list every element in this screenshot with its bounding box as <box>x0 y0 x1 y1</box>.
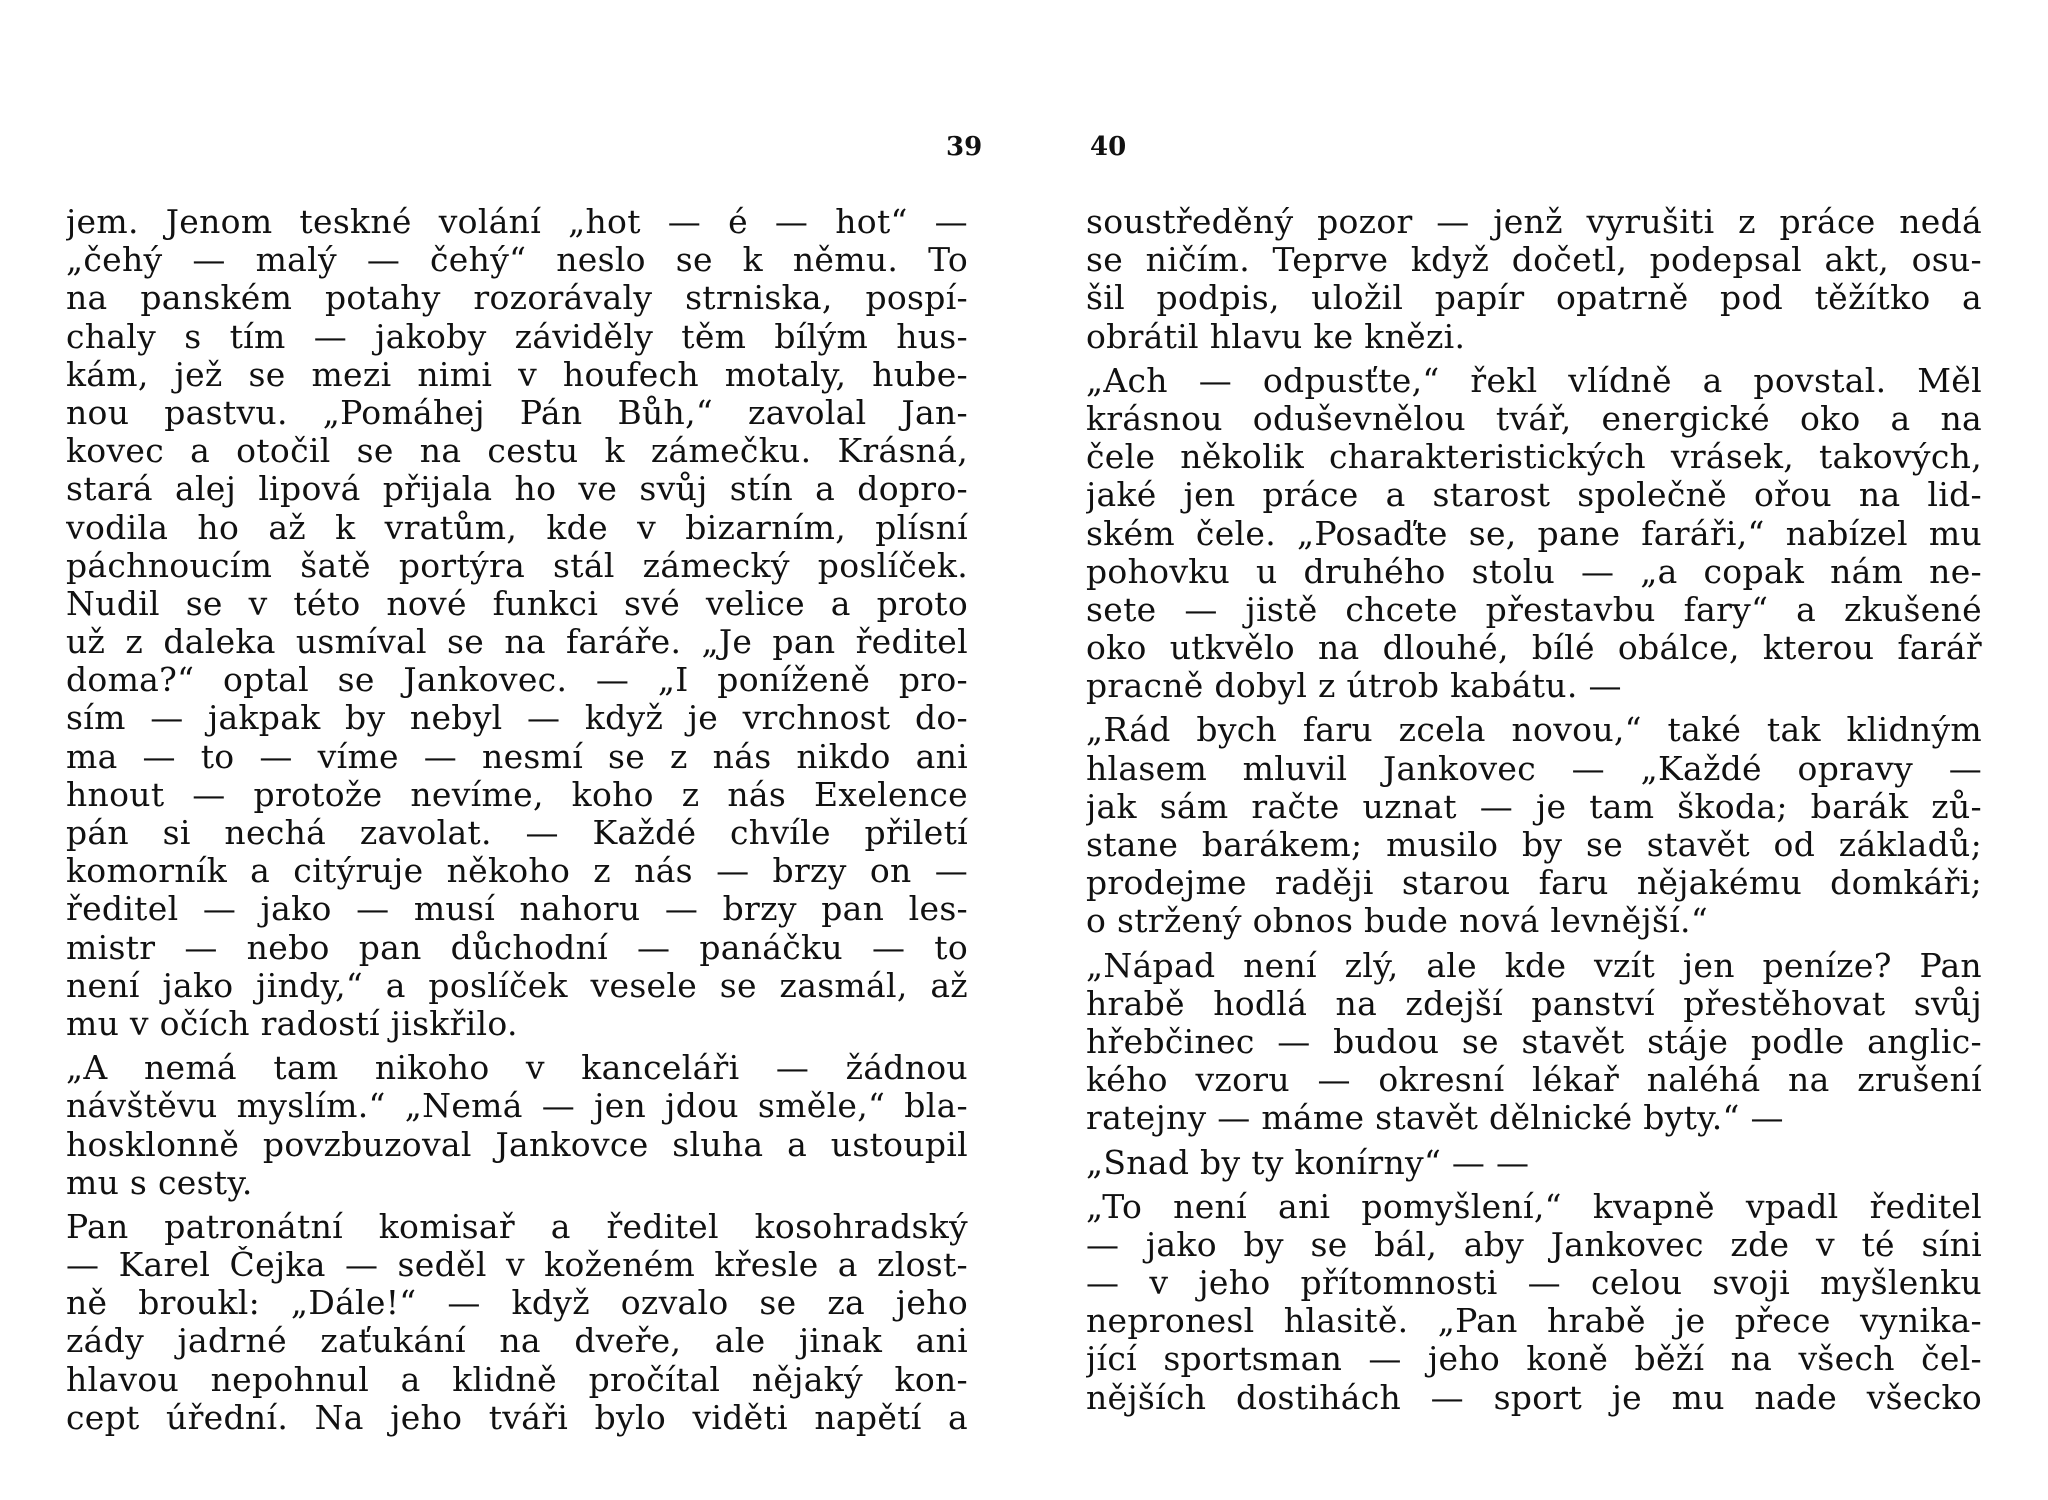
text-line: ratejny — máme stavět dělnické byty.“ — <box>1086 1099 1784 1138</box>
text-line: kám, jež se mezi nimi v houfech motaly, hube- <box>66 355 968 394</box>
text-line: kého vzoru — okresní lékař naléhá na zrušení <box>1086 1061 1982 1100</box>
text-line: hlasem mluvil Jankovec — „Každé opravy — <box>1086 749 1982 788</box>
text-line: komorník a citýruje někoho z nás — brzy on — <box>66 852 968 891</box>
text-line: „Ach — odpusťte,“ řekl vlídně a povstal. Měl <box>1086 361 1982 400</box>
left-page <box>0 0 1010 1500</box>
text-line: hlavou nepohnul a klidně pročítal nějaký kon- <box>66 1360 968 1399</box>
text-line: jak sám račte uznat — je tam škoda; barák zů- <box>1086 787 1982 826</box>
text-line: o stržený obnos bude nová levnější.“ <box>1086 902 1709 941</box>
page-text <box>1086 203 1982 1417</box>
text-line: jem. Jenom teskné volání „hot — é — hot“ — <box>66 203 968 241</box>
text-line: pracně dobyl z útrob kabátu. — <box>1086 667 1622 706</box>
text-line: jaké jen práce a starost společně ořou na lid- <box>1086 476 1982 515</box>
text-line: — jako by se bál, aby Jankovec zde v té síni <box>1086 1225 1982 1264</box>
text-line: se ničím. Teprve když dočetl, podepsal akt, osu- <box>1086 241 1982 280</box>
text-line: na panském potahy rozorávaly strniska, pospí- <box>66 279 968 318</box>
text-line: hnout — protože nevíme, koho z nás Exelence <box>66 775 968 814</box>
text-line: Pan patronátní komisař a ředitel kosohradský <box>66 1207 968 1246</box>
text-line: čele několik charakteristických vrásek, takových, <box>1086 438 1982 477</box>
text-line: prodejme raději starou faru nějakému domkáři; <box>1086 864 1982 903</box>
text-line: doma?“ optal se Jankovec. — „I poníženě pro- <box>66 661 968 700</box>
text-line: mistr — nebo pan důchodní — panáčku — to <box>66 928 968 967</box>
text-line: ma — to — víme — nesmí se z nás nikdo ani <box>66 737 968 776</box>
page-number: 40 <box>1090 132 1127 162</box>
text-line: „To není ani pomyšlení,“ kvapně vpadl ředitel <box>1086 1187 1982 1226</box>
text-line: jící sportsman — jeho koně běží na všech čel- <box>1086 1340 1982 1379</box>
text-line: pán si nechá zavolat. — Každé chvíle přiletí <box>66 814 968 852</box>
text-line: cept úřední. Na jeho tváři bylo viděti napětí a <box>66 1398 968 1437</box>
text-line: sete — jistě chcete přestavbu fary“ a zkušené <box>1086 590 1982 629</box>
text-line: chaly s tím — jakoby záviděly těm bílým hus- <box>66 317 968 356</box>
text-line: oko utkvělo na dlouhé, bílé obálce, kterou farář <box>1086 629 1982 668</box>
text-line: vodila ho až k vratům, kde v bizarním, plísní <box>66 508 968 547</box>
text-line: mu v očích radostí jiskřilo. <box>66 1004 518 1043</box>
text-line: zády jadrné zaťukání na dveře, ale jinak ani <box>66 1322 968 1361</box>
text-line: ském čele. „Posaďte se, pane faráři,“ nabízel mu <box>1086 514 1982 553</box>
text-line: krásnou oduševnělou tvář, energické oko a na <box>1086 399 1982 438</box>
text-line: šil podpis, uložil papír opatrně pod těžítko a <box>1086 279 1982 318</box>
text-line: mu s cesty. <box>66 1163 253 1202</box>
page-number: 39 <box>946 132 983 162</box>
text-line: soustředěný pozor — jenž vyrušiti z práce nedá <box>1086 203 1982 241</box>
text-line: není jako jindy,“ a poslíček vesele se zasmál, až <box>66 966 968 1005</box>
text-line: návštěvu myslím.“ „Nemá — jen jdou směle,“ bla- <box>66 1087 968 1126</box>
text-line: „Nápad není zlý, ale kde vzít jen peníze? Pan <box>1086 946 1982 985</box>
text-line: nou pastvu. „Pomáhej Pán Bůh,“ zavolal Jan- <box>66 393 968 432</box>
text-line: „Rád bych faru zcela novou,“ také tak klidným <box>1086 711 1982 750</box>
text-line: páchnoucím šatě portýra stál zámecký poslíček. <box>66 546 968 585</box>
text-line: stane barákem; musilo by se stavět od základů; <box>1086 826 1982 864</box>
text-line: ně broukl: „Dále!“ — když ozvalo se za jeho <box>66 1284 968 1323</box>
text-line: „A nemá tam nikoho v kanceláři — žádnou <box>66 1049 968 1088</box>
text-line: — v jeho přítomnosti — celou svoji myšlenku <box>1086 1264 1982 1303</box>
text-line: ředitel — jako — musí nahoru — brzy pan les- <box>66 890 968 929</box>
text-line: — Karel Čejka — seděl v koženém křesle a zlost- <box>66 1246 968 1285</box>
text-line: hřebčinec — budou se stavět stáje podle anglic- <box>1086 1022 1982 1061</box>
text-line: už z daleka usmíval se na faráře. „Je pan ředitel <box>66 623 968 662</box>
text-line: pohovku u druhého stolu — „a copak nám ne- <box>1086 552 1982 591</box>
text-line: Nudil se v této nové funkci své velice a proto <box>66 584 968 623</box>
text-line: stará alej lipová přijala ho ve svůj stín a dopro- <box>66 470 968 509</box>
text-line: kovec a otočil se na cestu k zámečku. Krásná, <box>66 432 968 471</box>
text-line: hrabě hodlá na zdejší panství přestěhovat svůj <box>1086 984 1982 1023</box>
text-line: sím — jakpak by nebyl — když je vrchnost do- <box>66 699 968 738</box>
text-line: obrátil hlavu ke knězi. <box>1086 317 1466 356</box>
text-line: nepronesl hlasitě. „Pan hrabě je přece vynika- <box>1086 1302 1982 1341</box>
text-line: hosklonně povzbuzoval Jankovce sluha a ustoupil <box>66 1125 968 1164</box>
text-line: nějších dostihách — sport je mu nade všecko <box>1086 1378 1982 1417</box>
text-line: „Snad by ty konírny“ — — <box>1086 1143 1530 1182</box>
text-line: „čehý — malý — čehý“ neslo se k němu. To <box>66 241 968 280</box>
page-text <box>66 203 968 1437</box>
right-page <box>1030 0 2048 1500</box>
